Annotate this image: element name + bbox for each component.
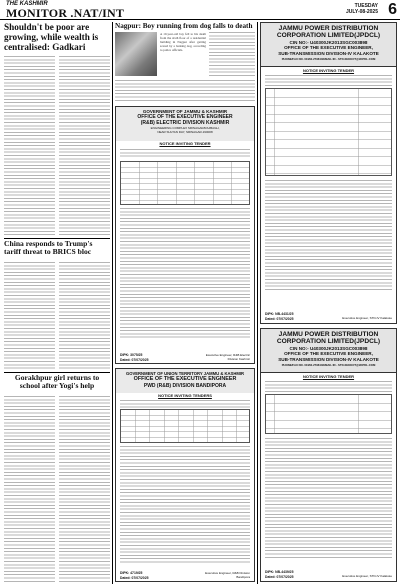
- ad-signatory: Executive Engineer, STD-IV Kalakote: [342, 574, 392, 578]
- ad-header: [261, 329, 396, 373]
- ad-body-text: [265, 75, 392, 87]
- ad-body-text: [120, 400, 250, 408]
- masthead-date-value: JULY-08-2025: [345, 9, 378, 15]
- tender-table: [120, 409, 250, 443]
- ad-signatory: Executive Engineer, R&B Division Bandipora: [205, 571, 250, 579]
- ad-notice-title: NOTICE INVITING TENDER: [302, 374, 355, 379]
- masthead-day: TUESDAY: [354, 3, 378, 9]
- ad-body-text: [265, 381, 392, 393]
- tender-table: [120, 161, 250, 205]
- story-body-china-col2: [59, 262, 110, 370]
- ad-company-line-2: CORPORATION LIMITED(JPDCL): [276, 32, 381, 40]
- ad-terms-text: [120, 208, 250, 340]
- ad-company-line: JAMMU POWER DISTRIBUTION: [278, 331, 379, 338]
- ad-dated: Dated: 07/07/2025: [120, 576, 149, 580]
- ad-dated: Dated: 07/07/2025: [265, 317, 294, 321]
- ad-signatory: Executive Engineer, R&B Electric Division Kashmir: [205, 353, 250, 361]
- ad-contact-line: PHONE/FAX NO. 01960-279644/EMAIL ID:- STD.XEKKOT@JKPDL.COM: [281, 56, 376, 61]
- ad-dipr-number: DIPK: NB-4431/25: [265, 312, 294, 316]
- tender-ad-jpdcl-2: [260, 328, 397, 582]
- ad-terms-text: [265, 438, 392, 558]
- ad-govt-line: GOVERNMENT OF JAMMU & KASHMIR: [142, 109, 228, 114]
- ad-header: [116, 369, 254, 393]
- ad-contact-line: PHONE/FAX NO. 01960-279644/EMAIL ID:- STD.XEKKOT@JKPDL.COM: [281, 362, 376, 367]
- ad-notice-title: NOTICE INVITING TENDER: [302, 68, 355, 73]
- ad-company-line-2: CORPORATION LIMITED(JPDCL): [276, 338, 381, 346]
- masthead-date: [346, 3, 378, 15]
- ad-cin-line: CIN NO:- U40300JK2013SGC003898: [289, 345, 368, 351]
- ad-dated: Dated: 07/07/2025: [120, 358, 149, 362]
- ad-dipr-number: DIPK: NB-4439/25: [265, 570, 294, 574]
- ad-office-line: OFFICE OF THE EXECUTIVE ENGINEER,: [284, 351, 373, 357]
- ad-header: [261, 23, 396, 67]
- ad-dipr-number: DIPK: 3075/25: [120, 353, 143, 357]
- ad-dated: Dated: 07/07/2025: [265, 575, 294, 579]
- ad-terms-text: [265, 180, 392, 290]
- ad-office-line: OFFICE OF THE EXECUTIVE ENGINEER,: [284, 45, 373, 51]
- ad-dipr-number: DIPK: 4719/25: [120, 571, 143, 575]
- tender-ad-rb-electric: [115, 106, 255, 364]
- masthead-kicker: THE KASHMIR: [6, 1, 48, 7]
- masthead-title: MONITOR .NAT/INT: [6, 6, 125, 20]
- story-body-gorakhpur-col2: [59, 396, 110, 582]
- ad-address-line: ENGINEERING COMPLEX SRINAGAR/RAJBAGH,: [150, 126, 220, 131]
- story-body-nagpur-more: [115, 80, 255, 102]
- ad-division-line: SUB-TRANSMISSION DIVISION-IV KALAKOTE: [278, 51, 379, 56]
- column-rule: [257, 22, 258, 584]
- ad-notice-title: NOTICE INVITING TENDER: [159, 141, 211, 146]
- tender-table: [265, 394, 392, 434]
- page-number: 6: [388, 1, 397, 18]
- story-lead: A 10-year-old boy fell to his death from the sixth floor of a residential building in Nagpur after getting scared by a barking dog, according to police officials.: [160, 32, 206, 52]
- ad-office-line: OFFICE OF THE EXECUTIVE ENGINEER: [133, 376, 237, 383]
- story-headline-gorakhpur: Gorakhpur girl returns to school after Yogi's help: [14, 373, 100, 391]
- ad-header: [116, 107, 254, 141]
- story-headline-nagpur: Nagpur: Boy running from dog falls to death: [115, 22, 253, 30]
- story-headline-china: China responds to Trump's tariff threat to BRICS bloc: [4, 239, 93, 257]
- right-column: [260, 22, 397, 584]
- ad-body-text: [120, 149, 250, 159]
- story-body-gadkari-col2: [59, 56, 110, 236]
- ad-cin-line: CIN NO:- U40300JK2013SGC003898: [289, 39, 368, 45]
- ad-division-line: PWD (R&B) DIVISION BANDIPORA: [143, 382, 227, 389]
- ad-office-line: OFFICE OF THE EXECUTIVE ENGINEER: [137, 114, 233, 121]
- tender-ad-jpdcl-1: [260, 22, 397, 324]
- ad-notice-title: NOTICE INVITING TENDERS: [158, 393, 212, 398]
- column-rule: [112, 22, 113, 584]
- story-body-gorakhpur: [4, 396, 55, 582]
- tender-table: [265, 88, 392, 176]
- ad-division-line: (R&B) ELECTRIC DIVISION KASHMIR: [140, 120, 230, 127]
- left-column: [4, 22, 110, 584]
- ad-signatory: Executive Engineer, STD-IV Kalakote: [342, 316, 392, 320]
- ad-address-line-2: NEAR SULTAN DAY, SRINAGAR-190008: [157, 130, 213, 135]
- story-body-nagpur: [209, 32, 255, 76]
- story-headline-gadkari: Shouldn't be poor are growing, while wealth is centralised: Gadkari: [4, 22, 99, 52]
- masthead: [0, 0, 400, 20]
- story-body-gadkari: [4, 56, 55, 236]
- center-column: [115, 22, 255, 584]
- ad-division-line: SUB-TRANSMISSION DIVISION-IV KALAKOTE: [278, 357, 379, 362]
- story-body-china: [4, 262, 55, 370]
- tender-ad-pwd-bandipora: [115, 368, 255, 582]
- ad-company-line: JAMMU POWER DISTRIBUTION: [278, 25, 379, 32]
- story-photo: [115, 32, 157, 76]
- ad-govt-line: GOVERNMENT OF UNION TERRITORY JAMMU & KASHMIR: [125, 371, 245, 376]
- ad-terms-text: [120, 446, 250, 564]
